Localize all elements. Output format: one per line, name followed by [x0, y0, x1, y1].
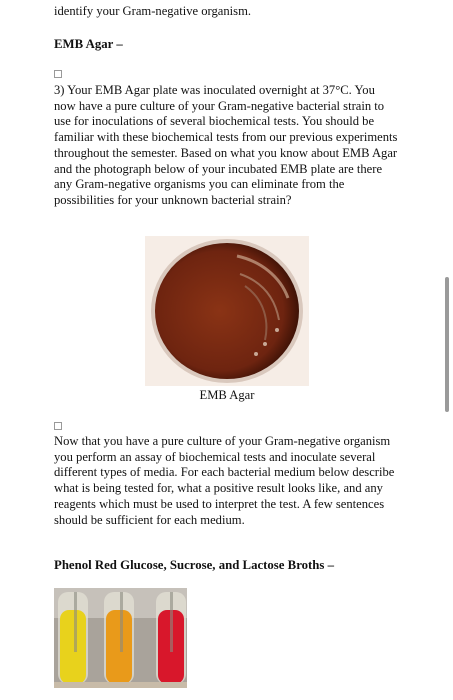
phenol-red-heading: Phenol Red Glucose, Sucrose, and Lactose Broths – [54, 558, 335, 572]
figure-caption: EMB Agar [199, 388, 255, 402]
phenol-red-tubes-photo [54, 588, 187, 688]
answer-checkbox[interactable] [54, 70, 62, 78]
answer-checkbox-2[interactable] [54, 422, 62, 430]
emb-agar-plate-photo [145, 236, 309, 386]
instructions-paragraph: Now that you have a pure culture of your Gram-negative organism you perform an assay of biochemical tests and inoculate several different types of media. For each bacterial medium below describe what is being tested for, what a positive result looks like, and any reagents which must be used to interpret the test. A few sentences should be sufficient for each medium. [54, 434, 395, 527]
question-3-text: 3) Your EMB Agar plate was inoculated overnight at 37°C. You now have a pure culture of your Gram-negative bacterial strain to use for inoculations of several biochemical tests. You should be familiar with these biochemical tests from our previous experiments throughout the semester. Based on what you know about EMB Agar and the photograph below of your incubated EMB plate are there any Gram-negative organisms you can eliminate from the possibilities for your unknown bacterial strain? [54, 83, 398, 207]
emb-agar-heading: EMB Agar – [54, 37, 123, 51]
vertical-scrollbar[interactable] [445, 277, 449, 412]
top-fragment-text: identify your Gram-negative organism. [54, 4, 252, 18]
